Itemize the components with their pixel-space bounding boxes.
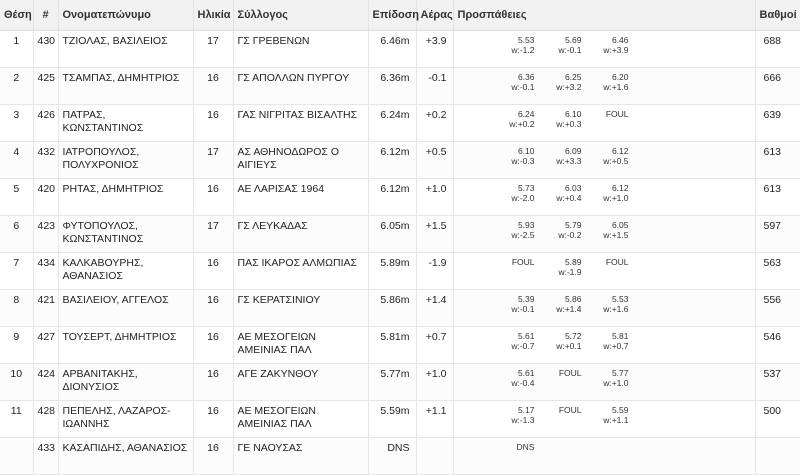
club-name: ΓΣ ΓΡΕΒΕΝΩΝ bbox=[233, 31, 368, 68]
athlete-name: ΒΑΣΙΛΕΙΟΥ, ΑΓΓΕΛΟΣ bbox=[58, 290, 193, 327]
attempts-list bbox=[458, 257, 751, 277]
attempt bbox=[582, 220, 629, 240]
athlete-name: ΚΑΛΚΑΒΟΥΡΗΣ, ΑΘΑΝΑΣΙΟΣ bbox=[58, 253, 193, 290]
attempt bbox=[535, 405, 582, 425]
club-name: ΓΑΣ ΝΙΓΡΙΤΑΣ ΒΙΣΑΛΤΗΣ bbox=[233, 105, 368, 142]
rank-cell: 9 bbox=[0, 327, 33, 364]
attempt-mark: FOUL bbox=[558, 368, 582, 378]
number-cell: 425 bbox=[33, 68, 58, 105]
attempt-mark: 6.09 bbox=[564, 146, 582, 156]
attempt bbox=[535, 220, 582, 240]
points-cell: 639 bbox=[755, 105, 800, 142]
attempt-mark: 6.46 bbox=[611, 35, 629, 45]
attempt bbox=[582, 72, 629, 92]
header-club[interactable]: Σύλλογος bbox=[233, 0, 368, 31]
attempt-mark: 5.17 bbox=[517, 405, 535, 415]
wind-cell: -0.1 bbox=[416, 68, 453, 105]
attempt-wind: w:-1.3 bbox=[511, 415, 535, 425]
attempts-cell bbox=[453, 253, 755, 290]
attempt-mark: 5.86 bbox=[564, 294, 582, 304]
table-row bbox=[0, 105, 800, 142]
header-number[interactable]: # bbox=[33, 0, 58, 31]
wind-cell: +0.2 bbox=[416, 105, 453, 142]
attempt-wind: w:-0.3 bbox=[511, 156, 535, 166]
table-row bbox=[0, 290, 800, 327]
points-cell: 563 bbox=[755, 253, 800, 290]
attempt bbox=[488, 368, 535, 388]
athlete-name: ΦΥΤΟΠΟΥΛΟΣ, ΚΩΝΣΤΑΝΤΙΝΟΣ bbox=[58, 216, 193, 253]
attempt bbox=[535, 35, 582, 55]
club-name: ΑΓΕ ΖΑΚΥΝΘΟΥ bbox=[233, 364, 368, 401]
attempt bbox=[488, 294, 535, 314]
table-row bbox=[0, 216, 800, 253]
rank-cell: 7 bbox=[0, 253, 33, 290]
points-cell: 546 bbox=[755, 327, 800, 364]
attempt-mark: FOUL bbox=[511, 257, 535, 267]
attempt-mark: 5.39 bbox=[517, 294, 535, 304]
age-cell: 17 bbox=[193, 216, 233, 253]
attempt bbox=[535, 257, 582, 277]
attempt-wind: w:+0.2 bbox=[509, 119, 535, 129]
table-row bbox=[0, 438, 800, 475]
attempt-mark: 6.12 bbox=[611, 183, 629, 193]
attempt bbox=[535, 183, 582, 203]
table-row bbox=[0, 68, 800, 105]
athlete-name: ΚΑΣΑΠΙΔΗΣ, ΑΘΑΝΑΣΙΟΣ bbox=[58, 438, 193, 475]
age-cell: 17 bbox=[193, 31, 233, 68]
club-name: ΠΑΣ ΙΚΑΡΟΣ ΑΛΜΩΠΙΑΣ bbox=[233, 253, 368, 290]
attempt bbox=[535, 72, 582, 92]
attempt-wind: w:-0.7 bbox=[511, 341, 535, 351]
wind-cell: +3.9 bbox=[416, 31, 453, 68]
attempt bbox=[582, 331, 629, 351]
number-cell: 421 bbox=[33, 290, 58, 327]
attempt-mark: 5.53 bbox=[611, 294, 629, 304]
number-cell: 420 bbox=[33, 179, 58, 216]
attempt-mark: 5.53 bbox=[517, 35, 535, 45]
attempt-wind: w:-2.0 bbox=[511, 193, 535, 203]
attempt-wind: w:+3.3 bbox=[556, 156, 582, 166]
attempt-wind: w:-0.2 bbox=[558, 230, 582, 240]
attempt bbox=[535, 109, 582, 129]
age-cell: 17 bbox=[193, 142, 233, 179]
table-row bbox=[0, 142, 800, 179]
points-cell: 613 bbox=[755, 179, 800, 216]
wind-cell: +0.7 bbox=[416, 327, 453, 364]
table-row bbox=[0, 327, 800, 364]
wind-cell: +1.0 bbox=[416, 179, 453, 216]
wind-cell: +1.5 bbox=[416, 216, 453, 253]
athlete-name: ΙΑΤΡΟΠΟΥΛΟΣ, ΠΟΛΥΧΡΟΝΙΟΣ bbox=[58, 142, 193, 179]
club-name: ΑΕ ΜΕΣΟΓΕΙΩΝ ΑΜΕΙΝΙΑΣ ΠΑΛ bbox=[233, 327, 368, 364]
attempt bbox=[488, 183, 535, 203]
table-header bbox=[0, 0, 800, 31]
rank-cell: 6 bbox=[0, 216, 33, 253]
points-cell: 537 bbox=[755, 364, 800, 401]
performance-cell: 5.77m bbox=[368, 364, 416, 401]
number-cell: 433 bbox=[33, 438, 58, 475]
attempt-wind: w:+1.6 bbox=[603, 82, 629, 92]
athlete-name: ΤΟΥΣΕΡΤ, ΔΗΜΗΤΡΙΟΣ bbox=[58, 327, 193, 364]
points-cell bbox=[755, 438, 800, 475]
attempts-cell bbox=[453, 401, 755, 438]
performance-cell: DNS bbox=[368, 438, 416, 475]
header-rank[interactable]: Θέση bbox=[0, 0, 33, 31]
rank-cell: 8 bbox=[0, 290, 33, 327]
attempt bbox=[488, 405, 535, 425]
attempt-mark: 6.10 bbox=[564, 109, 582, 119]
rank-cell: 4 bbox=[0, 142, 33, 179]
header-attempts: Προσπάθειες bbox=[453, 0, 755, 31]
attempt-mark: 5.69 bbox=[564, 35, 582, 45]
attempt-mark: 5.93 bbox=[517, 220, 535, 230]
athlete-name: ΡΗΤΑΣ, ΔΗΜΗΤΡΙΟΣ bbox=[58, 179, 193, 216]
table-body bbox=[0, 31, 800, 475]
wind-cell bbox=[416, 438, 453, 475]
attempts-list bbox=[458, 331, 751, 351]
attempt bbox=[488, 331, 535, 351]
performance-cell: 6.12m bbox=[368, 179, 416, 216]
points-cell: 556 bbox=[755, 290, 800, 327]
number-cell: 427 bbox=[33, 327, 58, 364]
number-cell: 430 bbox=[33, 31, 58, 68]
attempt-mark: 5.77 bbox=[611, 368, 629, 378]
attempt-mark: FOUL bbox=[605, 257, 629, 267]
attempts-list bbox=[458, 35, 751, 55]
attempts-cell bbox=[453, 105, 755, 142]
rank-cell: 5 bbox=[0, 179, 33, 216]
attempt-mark: 5.73 bbox=[517, 183, 535, 193]
attempt-wind: w:+1.0 bbox=[603, 378, 629, 388]
attempt-wind: w:-0.1 bbox=[511, 82, 535, 92]
age-cell: 16 bbox=[193, 68, 233, 105]
attempt-wind: w:+1.6 bbox=[603, 304, 629, 314]
attempts-list bbox=[458, 294, 751, 314]
attempts-cell bbox=[453, 327, 755, 364]
number-cell: 424 bbox=[33, 364, 58, 401]
attempts-list bbox=[458, 442, 751, 452]
wind-cell: +0.5 bbox=[416, 142, 453, 179]
attempts-cell bbox=[453, 438, 755, 475]
club-name: ΓΣ ΛΕΥΚΑΔΑΣ bbox=[233, 216, 368, 253]
attempt-wind: w:-2.5 bbox=[511, 230, 535, 240]
header-wind[interactable]: Αέρας bbox=[416, 0, 453, 31]
attempt-wind: w:+1.4 bbox=[556, 304, 582, 314]
attempt bbox=[488, 72, 535, 92]
age-cell: 16 bbox=[193, 327, 233, 364]
attempt-mark: 6.05 bbox=[611, 220, 629, 230]
attempt-mark: 6.03 bbox=[564, 183, 582, 193]
athlete-name: ΤΖΙΟΛΑΣ, ΒΑΣΙΛΕΙΟΣ bbox=[58, 31, 193, 68]
attempts-cell bbox=[453, 142, 755, 179]
rank-cell: 2 bbox=[0, 68, 33, 105]
table-row bbox=[0, 401, 800, 438]
attempt-mark: 5.72 bbox=[564, 331, 582, 341]
attempt-wind: w:+0.3 bbox=[556, 119, 582, 129]
performance-cell: 5.86m bbox=[368, 290, 416, 327]
age-cell: 16 bbox=[193, 364, 233, 401]
attempt-wind: w:-1.9 bbox=[558, 267, 582, 277]
age-cell: 16 bbox=[193, 253, 233, 290]
attempt-wind: w:+1.5 bbox=[603, 230, 629, 240]
performance-cell: 5.59m bbox=[368, 401, 416, 438]
attempt bbox=[488, 109, 535, 129]
attempt-wind: w:+1.1 bbox=[603, 415, 629, 425]
attempts-list bbox=[458, 146, 751, 166]
attempt-wind: w:-0.1 bbox=[558, 45, 582, 55]
number-cell: 423 bbox=[33, 216, 58, 253]
club-name: ΓΣ ΚΕΡΑΤΣΙΝΙΟΥ bbox=[233, 290, 368, 327]
attempt bbox=[582, 146, 629, 166]
points-cell: 613 bbox=[755, 142, 800, 179]
attempt-mark: 6.24 bbox=[517, 109, 535, 119]
attempt-wind: w:+0.1 bbox=[556, 341, 582, 351]
rank-cell: 10 bbox=[0, 364, 33, 401]
attempt-mark: FOUL bbox=[558, 405, 582, 415]
attempt bbox=[488, 442, 535, 452]
attempts-list bbox=[458, 72, 751, 92]
header-points[interactable]: Βαθμοί bbox=[755, 0, 800, 31]
attempt-mark: 6.25 bbox=[564, 72, 582, 82]
table-row bbox=[0, 364, 800, 401]
club-name: ΓΕ ΝΑΟΥΣΑΣ bbox=[233, 438, 368, 475]
attempt-mark: 6.10 bbox=[517, 146, 535, 156]
attempt bbox=[535, 331, 582, 351]
wind-cell: +1.1 bbox=[416, 401, 453, 438]
rank-cell: 3 bbox=[0, 105, 33, 142]
performance-cell: 6.24m bbox=[368, 105, 416, 142]
attempts-list bbox=[458, 368, 751, 388]
attempt bbox=[488, 146, 535, 166]
attempt bbox=[488, 257, 535, 277]
athlete-name: ΠΕΠΕΛΗΣ, ΛΑΖΑΡΟΣ-ΙΩΑΝΝΗΣ bbox=[58, 401, 193, 438]
attempt bbox=[582, 35, 629, 55]
attempt-wind: w:+3.2 bbox=[556, 82, 582, 92]
attempt-wind: w:-0.1 bbox=[511, 304, 535, 314]
number-cell: 434 bbox=[33, 253, 58, 290]
attempt bbox=[582, 109, 629, 129]
wind-cell: +1.0 bbox=[416, 364, 453, 401]
athlete-name: ΑΡΒΑΝΙΤΑΚΗΣ, ΔΙΟΝΥΣΙΟΣ bbox=[58, 364, 193, 401]
performance-cell: 5.89m bbox=[368, 253, 416, 290]
club-name: ΑΕ ΜΕΣΟΓΕΙΩΝ ΑΜΕΙΝΙΑΣ ΠΑΛ bbox=[233, 401, 368, 438]
table-row bbox=[0, 31, 800, 68]
age-cell: 16 bbox=[193, 401, 233, 438]
header-age[interactable]: Ηλικία bbox=[193, 0, 233, 31]
points-cell: 688 bbox=[755, 31, 800, 68]
attempt bbox=[582, 405, 629, 425]
attempt-wind: w:+0.5 bbox=[603, 156, 629, 166]
attempt-wind: w:-0.4 bbox=[511, 378, 535, 388]
performance-cell: 6.46m bbox=[368, 31, 416, 68]
rank-cell: 1 bbox=[0, 31, 33, 68]
attempt-mark: 5.61 bbox=[517, 368, 535, 378]
number-cell: 426 bbox=[33, 105, 58, 142]
athlete-name: ΤΣΑΜΠΑΣ, ΔΗΜΗΤΡΙΟΣ bbox=[58, 68, 193, 105]
attempt-mark: 6.20 bbox=[611, 72, 629, 82]
attempts-cell bbox=[453, 290, 755, 327]
attempt bbox=[582, 183, 629, 203]
performance-cell: 6.36m bbox=[368, 68, 416, 105]
attempts-cell bbox=[453, 68, 755, 105]
wind-cell: +1.4 bbox=[416, 290, 453, 327]
attempts-list bbox=[458, 109, 751, 129]
attempt-wind: w:+3.9 bbox=[603, 45, 629, 55]
attempts-list bbox=[458, 220, 751, 240]
header-performance[interactable]: Επίδοση bbox=[368, 0, 416, 31]
attempt-wind: w:+0.4 bbox=[556, 193, 582, 203]
club-name: ΓΣ ΑΠΟΛΛΩΝ ΠΥΡΓΟΥ bbox=[233, 68, 368, 105]
header-name[interactable]: Ονοματεπώνυμο bbox=[58, 0, 193, 31]
attempts-cell bbox=[453, 179, 755, 216]
attempt-wind: w:-1.2 bbox=[511, 45, 535, 55]
attempt-mark: FOUL bbox=[605, 109, 629, 119]
attempt bbox=[535, 146, 582, 166]
rank-cell: 11 bbox=[0, 401, 33, 438]
attempts-list bbox=[458, 183, 751, 203]
attempt bbox=[488, 35, 535, 55]
attempt bbox=[488, 220, 535, 240]
age-cell: 16 bbox=[193, 290, 233, 327]
attempts-cell bbox=[453, 31, 755, 68]
attempt-wind: w:+0.7 bbox=[603, 341, 629, 351]
attempt-mark: 5.59 bbox=[611, 405, 629, 415]
table-row bbox=[0, 179, 800, 216]
attempt bbox=[535, 368, 582, 388]
attempt bbox=[535, 294, 582, 314]
athlete-name: ΠΑΤΡΑΣ, ΚΩΝΣΤΑΝΤΙΝΟΣ bbox=[58, 105, 193, 142]
number-cell: 432 bbox=[33, 142, 58, 179]
number-cell: 428 bbox=[33, 401, 58, 438]
points-cell: 666 bbox=[755, 68, 800, 105]
rank-cell bbox=[0, 438, 33, 475]
club-name: ΑΣ ΑΘΗΝΟΔΩΡΟΣ Ο ΑΙΓΙΕΥΣ bbox=[233, 142, 368, 179]
table-row bbox=[0, 253, 800, 290]
attempt-mark: 5.81 bbox=[611, 331, 629, 341]
age-cell: 16 bbox=[193, 438, 233, 475]
club-name: ΑΕ ΛΑΡΙΣΑΣ 1964 bbox=[233, 179, 368, 216]
attempt-mark: 5.61 bbox=[517, 331, 535, 341]
age-cell: 16 bbox=[193, 179, 233, 216]
attempt-mark: DNS bbox=[516, 442, 535, 452]
attempts-cell bbox=[453, 216, 755, 253]
points-cell: 597 bbox=[755, 216, 800, 253]
attempt bbox=[582, 294, 629, 314]
performance-cell: 6.12m bbox=[368, 142, 416, 179]
wind-cell: -1.9 bbox=[416, 253, 453, 290]
age-cell: 16 bbox=[193, 105, 233, 142]
attempts-cell bbox=[453, 364, 755, 401]
attempt-mark: 5.79 bbox=[564, 220, 582, 230]
attempt bbox=[582, 257, 629, 277]
attempt-wind: w:+1.0 bbox=[603, 193, 629, 203]
points-cell: 500 bbox=[755, 401, 800, 438]
performance-cell: 5.81m bbox=[368, 327, 416, 364]
performance-cell: 6.05m bbox=[368, 216, 416, 253]
attempts-list bbox=[458, 405, 751, 425]
attempt-mark: 6.36 bbox=[517, 72, 535, 82]
attempt-mark: 5.89 bbox=[564, 257, 582, 267]
attempt bbox=[582, 368, 629, 388]
attempt-mark: 6.12 bbox=[611, 146, 629, 156]
